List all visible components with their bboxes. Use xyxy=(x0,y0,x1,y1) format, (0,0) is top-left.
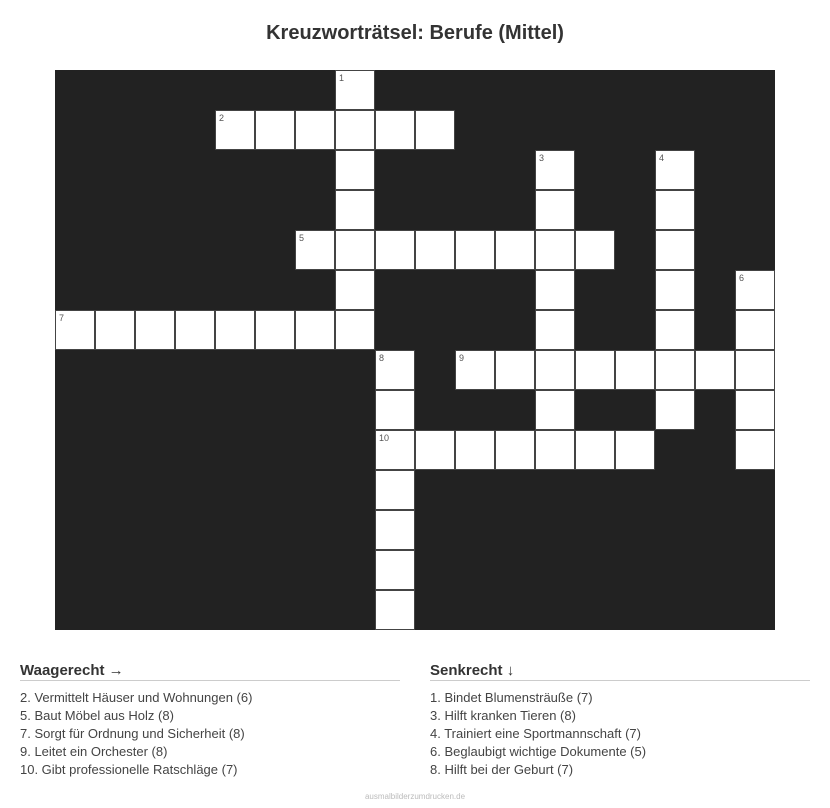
crossword-cell[interactable] xyxy=(255,310,295,350)
crossword-cell[interactable] xyxy=(575,350,615,390)
crossword-cell[interactable] xyxy=(495,230,535,270)
crossword-cell[interactable] xyxy=(575,430,615,470)
crossword-cell[interactable] xyxy=(95,310,135,350)
down-clue: 6. Beglaubigt wichtige Dokumente (5) xyxy=(430,744,647,759)
crossword-cell[interactable] xyxy=(535,390,575,430)
crossword-cell[interactable] xyxy=(375,230,415,270)
down-heading: Senkrecht ↓ xyxy=(430,662,810,681)
clue-number: 6 xyxy=(739,273,745,283)
crossword-cell[interactable] xyxy=(215,310,255,350)
crossword-cell[interactable] xyxy=(615,430,655,470)
crossword-cell[interactable] xyxy=(655,230,695,270)
down-clues-section xyxy=(430,662,810,779)
crossword-cell[interactable] xyxy=(535,190,575,230)
crossword-cell[interactable] xyxy=(415,110,455,150)
clue-number: 1 xyxy=(339,73,345,83)
across-clue: 9. Leitet ein Orchester (8) xyxy=(20,744,168,759)
crossword-cell[interactable] xyxy=(735,430,775,470)
across-heading: Waagerecht → xyxy=(20,662,400,681)
clue-number: 10 xyxy=(379,433,390,443)
crossword-cell[interactable] xyxy=(175,310,215,350)
clue-number: 5 xyxy=(299,233,305,243)
crossword-cell[interactable] xyxy=(735,270,775,310)
clue-number: 3 xyxy=(539,153,545,163)
crossword-cell[interactable] xyxy=(335,70,375,110)
crossword-cell[interactable] xyxy=(375,510,415,550)
crossword-cell[interactable] xyxy=(535,430,575,470)
crossword-cell[interactable] xyxy=(535,310,575,350)
crossword-cell[interactable] xyxy=(295,230,335,270)
crossword-cell[interactable] xyxy=(415,430,455,470)
crossword-cell[interactable] xyxy=(535,150,575,190)
crossword-cell[interactable] xyxy=(575,230,615,270)
crossword-cell[interactable] xyxy=(375,350,415,390)
crossword-cell[interactable] xyxy=(535,230,575,270)
crossword-cell[interactable] xyxy=(335,310,375,350)
crossword-cell[interactable] xyxy=(455,430,495,470)
crossword-cell[interactable] xyxy=(455,350,495,390)
across-clue-list xyxy=(20,689,400,779)
crossword-cell[interactable] xyxy=(655,310,695,350)
across-clues-section xyxy=(20,662,400,779)
crossword-cell[interactable] xyxy=(455,230,495,270)
crossword-cell[interactable] xyxy=(655,390,695,430)
crossword-cell[interactable] xyxy=(655,190,695,230)
crossword-cell[interactable] xyxy=(655,350,695,390)
crossword-cell[interactable] xyxy=(255,110,295,150)
crossword-cell[interactable] xyxy=(335,230,375,270)
across-clue: 2. Vermittelt Häuser und Wohnungen (6) xyxy=(20,690,253,705)
clue-number: 7 xyxy=(59,313,65,323)
crossword-cell[interactable] xyxy=(535,350,575,390)
crossword-cell[interactable] xyxy=(375,430,415,470)
crossword-cell[interactable] xyxy=(735,350,775,390)
down-clue: 3. Hilft kranken Tieren (8) xyxy=(430,708,576,723)
crossword-cell[interactable] xyxy=(615,350,655,390)
down-clue-list xyxy=(430,689,810,779)
crossword-cell[interactable] xyxy=(215,110,255,150)
crossword-cell[interactable] xyxy=(295,310,335,350)
crossword-cell[interactable] xyxy=(375,550,415,590)
crossword-cell[interactable] xyxy=(335,150,375,190)
clue-number: 4 xyxy=(659,153,665,163)
down-clue: 8. Hilft bei der Geburt (7) xyxy=(430,762,574,777)
across-clue: 10. Gibt professionelle Ratschläge (7) xyxy=(20,762,238,777)
crossword-cell[interactable] xyxy=(495,350,535,390)
crossword-cell[interactable] xyxy=(375,470,415,510)
crossword-cell[interactable] xyxy=(335,190,375,230)
crossword-cell[interactable] xyxy=(295,110,335,150)
crossword-cell[interactable] xyxy=(695,350,735,390)
down-clue: 4. Trainiert eine Sportmannschaft (7) xyxy=(430,726,641,741)
crossword-cell[interactable] xyxy=(335,110,375,150)
down-clue: 1. Bindet Blumensträuße (7) xyxy=(430,690,593,705)
crossword-cell[interactable] xyxy=(415,230,455,270)
crossword-cell[interactable] xyxy=(55,310,95,350)
clue-number: 2 xyxy=(219,113,225,123)
crossword-cell[interactable] xyxy=(735,310,775,350)
crossword-cell[interactable] xyxy=(535,270,575,310)
crossword-cell[interactable] xyxy=(655,150,695,190)
across-clue: 7. Sorgt für Ordnung und Sicherheit (8) xyxy=(20,726,245,741)
clue-number: 8 xyxy=(379,353,385,363)
crossword-cell[interactable] xyxy=(335,270,375,310)
crossword-cell[interactable] xyxy=(135,310,175,350)
footer-credit: ausmalbilderzumdrucken.de xyxy=(364,792,466,801)
crossword-cell[interactable] xyxy=(375,590,415,630)
across-clue: 5. Baut Möbel aus Holz (8) xyxy=(20,708,174,723)
crossword-cell[interactable] xyxy=(375,110,415,150)
crossword-cell[interactable] xyxy=(735,390,775,430)
crossword-cell[interactable] xyxy=(495,430,535,470)
page-title: Kreuzworträtsel: Berufe (Mittel) xyxy=(266,22,564,44)
clue-number: 9 xyxy=(459,353,465,363)
crossword-grid xyxy=(55,70,775,630)
crossword-cell[interactable] xyxy=(375,390,415,430)
crossword-cell[interactable] xyxy=(655,270,695,310)
